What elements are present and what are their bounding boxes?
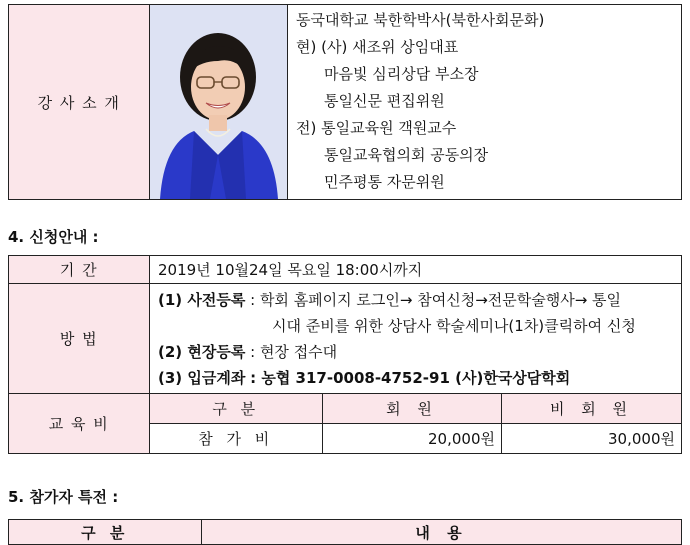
instructor-bio	[288, 5, 682, 200]
bio-line: 전) 통일교육원 객원교수	[296, 119, 457, 137]
deposit-account-title: (3) 입금계좌	[158, 368, 246, 387]
fee-header-member: 회 원	[323, 394, 502, 424]
bio-line: 마음빛 심리상담 부소장	[324, 65, 479, 83]
onsite-registration-title: (2) 현장등록	[158, 342, 246, 361]
bio-line: 현) (사) 새조위 상임대표	[296, 38, 459, 56]
bio-line: 민주평통 자문위원	[324, 173, 445, 191]
bio-line: 통일신문 편집위원	[324, 92, 445, 110]
fee-header-category: 구 분	[150, 394, 323, 424]
benefits-header-content: 내 용	[202, 520, 682, 545]
section-5-heading: 5. 참가자 특전 :	[8, 488, 119, 506]
instructor-table	[8, 4, 682, 200]
method-content	[150, 284, 682, 394]
fee-row-category: 참 가 비	[150, 424, 323, 454]
fee-nonmember-amount: 30,000원	[502, 424, 682, 454]
pre-registration-text-cont: 시대 준비를 위한 상담사 학술세미나(1차)클릭하여 신청	[272, 316, 636, 335]
pre-registration-title: (1) 사전등록	[158, 290, 246, 309]
fee-label: 교 육 비	[9, 394, 150, 454]
fee-header-nonmember: 비 회 원	[502, 394, 682, 424]
period-value: 2019년 10월24일 목요일 18:00시까지	[150, 256, 682, 284]
bio-line: 동국대학교 북한학박사(북한사회문화)	[296, 11, 545, 29]
portrait-image	[150, 5, 287, 199]
method-label: 방 법	[9, 284, 150, 394]
application-info-table	[8, 255, 682, 454]
bio-line: 통일교육협의회 공동의장	[324, 146, 489, 164]
benefits-header-category: 구 분	[9, 520, 202, 545]
deposit-account-text: : 농협 317-0008-4752-91 (사)한국상담학회	[250, 368, 571, 387]
section-4-heading: 4. 신청안내 :	[8, 228, 99, 246]
instructor-photo	[150, 5, 288, 200]
pre-registration-text: : 학회 홈페이지 로그인→ 참여신청→전문학술행사→ 통일	[250, 290, 622, 309]
instructor-label: 강 사 소 개	[9, 5, 150, 200]
period-label: 기 간	[9, 256, 150, 284]
onsite-registration-text: : 현장 접수대	[250, 342, 338, 361]
benefits-table	[8, 519, 682, 545]
fee-member-amount: 20,000원	[323, 424, 502, 454]
